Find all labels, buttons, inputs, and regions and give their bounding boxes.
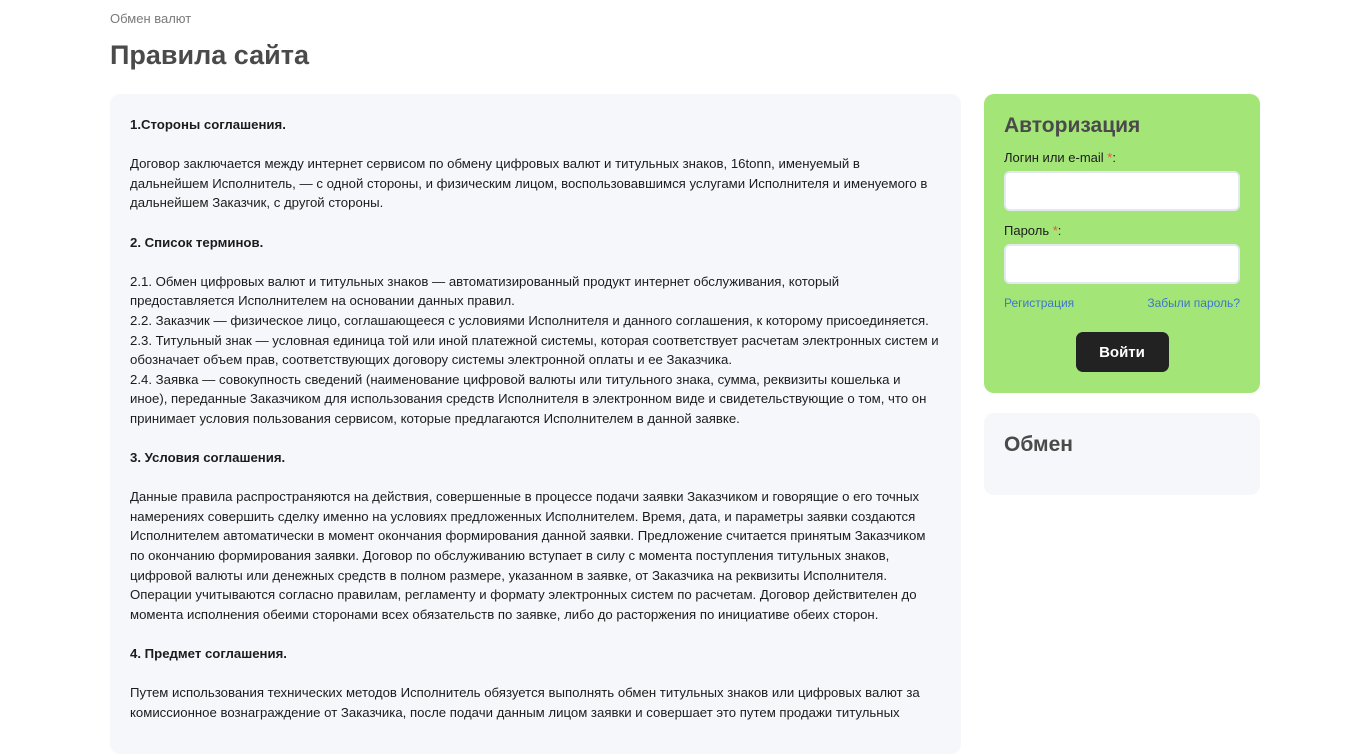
label-colon: : [1057,223,1062,238]
login-input[interactable] [1004,171,1240,211]
term-item: 2.1. Обмен цифровых валют и титульных знаков — автоматизированный продукт интернет обслуживания, который предоставляется Исполнителем на основании данных правил. [130,273,840,309]
auth-links [1004,296,1240,310]
auth-widget [984,94,1260,393]
password-label [1004,223,1240,238]
breadcrumb[interactable]: Обмен валют [110,11,192,26]
page-title: Правила сайта [110,40,309,70]
login-label [1004,150,1240,165]
password-label-text: Пароль [1004,223,1050,238]
login-label-text: Логин или e-mail [1004,150,1104,165]
section-heading: 4. Предмет соглашения. [130,646,287,662]
section-heading: 3. Условия соглашения. [130,450,286,466]
term-item: 2.2. Заказчик — физическое лицо, соглашающееся с условиями Исполнителя и данного соглашения, к которому присоединяется. [130,312,929,328]
login-button[interactable]: Войти [1076,332,1169,372]
exchange-widget [984,413,1260,495]
required-mark: * [1107,150,1113,165]
paragraph: Данные правила распространяются на действия, совершенные в процессе подачи заявки Заказчиком и говорящие о его точных намерениях совершить сделку именно на условиях предложенных Исполнителем. Время, дата, и параметры заявки создаются Исполнителем автоматически в момент окончания формирования данной заявки. Предложение считается принятым Заказчиком по окончанию формирования заявки. Договор по обслуживанию вступает в силу с момента поступления титульных знаков, цифровой валюты или денежных средств в полном размере, указанном в заявке, от Заказчика на реквизиты Исполнителя. Операции учитываются согласно правилам, регламенту и формату электронных систем по расчетам. Договор действителен до момента исполнения обеими сторонами всех обязательств по заявке, либо до расторжения по инициативе обеих сторон. [130,489,926,622]
register-link[interactable]: Регистрация [1004,296,1075,310]
forgot-password-link[interactable]: Забыли пароль? [1147,296,1240,310]
auth-title: Авторизация [1004,114,1141,137]
section-heading: 2. Список терминов. [130,234,264,250]
section-heading: 1.Стороны соглашения. [130,117,286,132]
password-input[interactable] [1004,244,1240,284]
term-item: 2.3. Титульный знак — условная единица той или иной платежной системы, которая соответствует расчетам электронных систем и обозначает объем прав, соответствующих договору системы электронной оплаты и ее Заказчика. [130,332,939,368]
paragraph: Договор заключается между интернет сервисом по обмену цифровых валют и титульных знаков, 16tonn, именуемый в дальнейшем Исполнитель, — с одной стороны, и физическим лицом, воспользовавшимся услугами Исполнителя и именуемого в дальнейшем Заказчик, с другой стороны. [130,156,928,211]
paragraph: Путем использования технических методов Исполнитель обязуется выполнять обмен титульных знаков или цифровых валют за комиссионное вознаграждение от Заказчика, после подачи данным лицом заявки и совершает это путем продажи титульных [130,685,920,720]
term-item: 2.4. Заявка — совокупность сведений (наименование цифровой валюты или титульного знака, сумма, реквизиты кошелька и иное), переданные Заказчиком для использования средств Исполнителя в электронном виде и свидетельствующие о том, что он принимает условия пользования сервисом, которые предлагаются Исполнителем в данной заявке. [130,371,927,426]
exchange-title: Обмен [1004,433,1073,456]
rules-content [110,94,961,754]
label-colon: : [1112,150,1116,165]
required-mark: * [1052,223,1058,238]
